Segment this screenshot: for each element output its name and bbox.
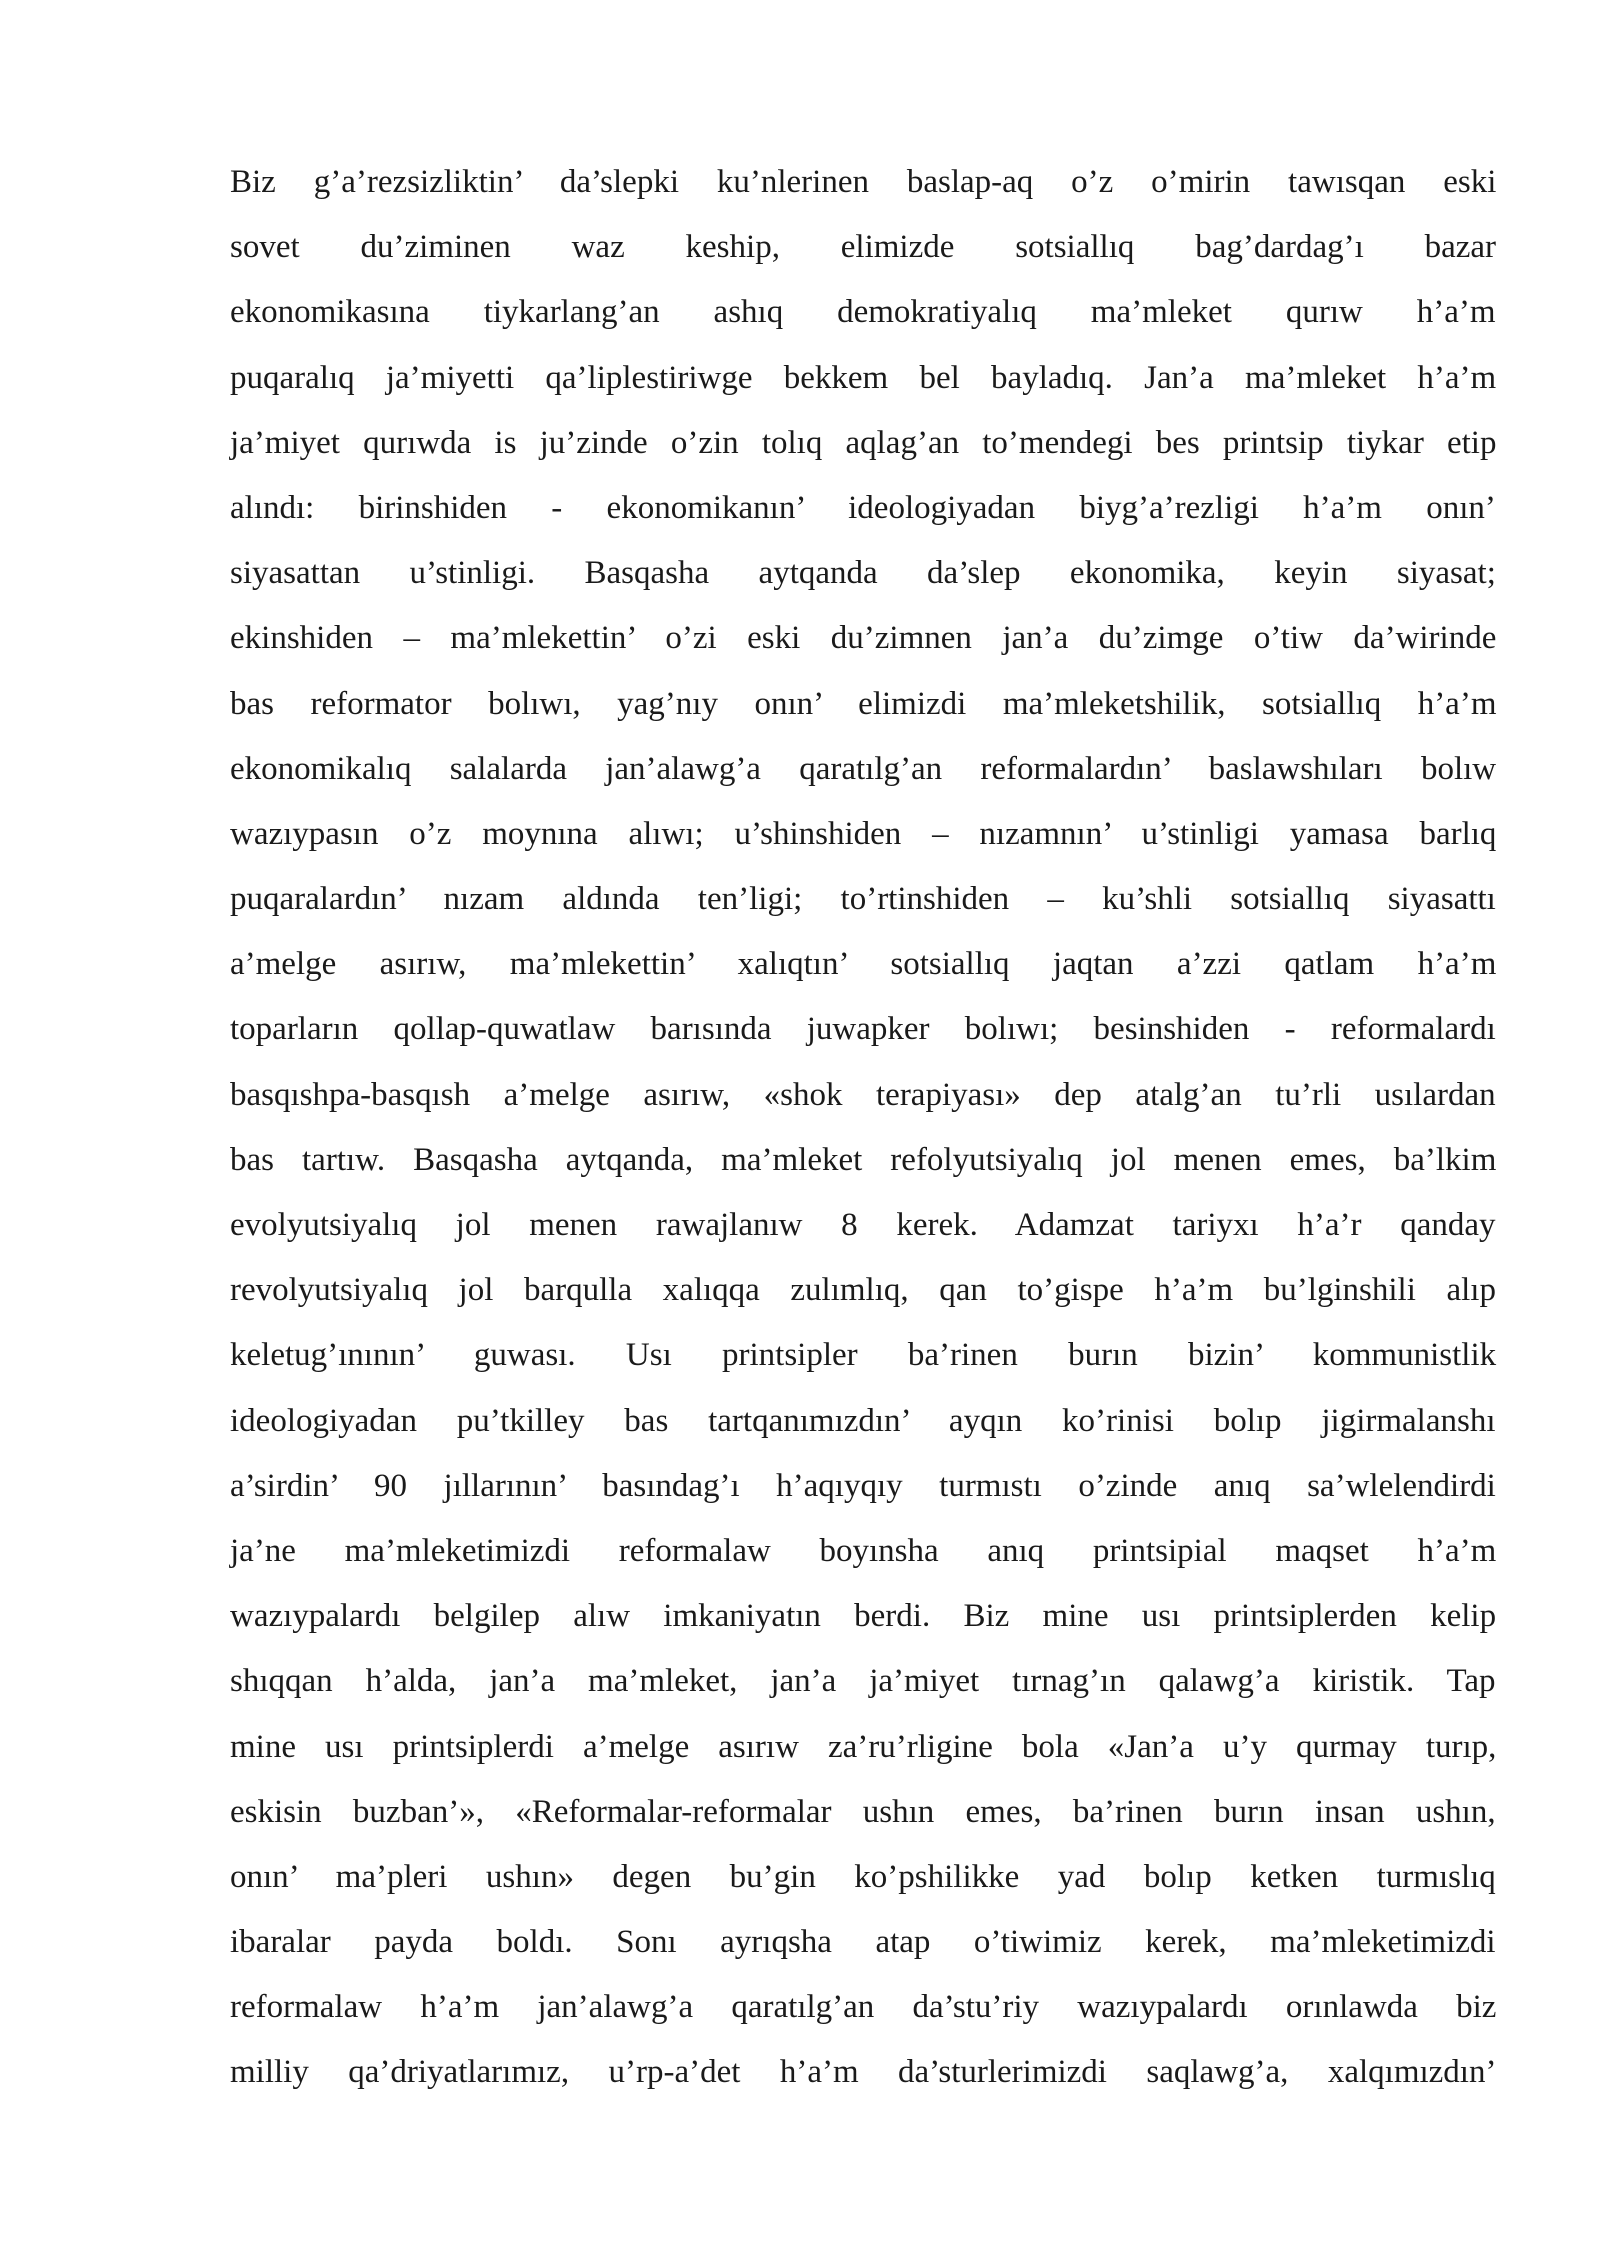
text-line: reformalaw h’a’m jan’alawg’a qaratılg’an da’stu’riy wazıypalardı orınlawda biz bbox=[230, 1989, 1497, 2026]
text-line: sovet du’ziminen waz keship, elimizde sotsiallıq bag’dardag’ı bazar bbox=[230, 229, 1497, 266]
text-line: ekinshiden – ma’mlekettin’ o’zi eski du’zimnen jan’a du’zimge o’tiw da’wirinde bbox=[230, 620, 1497, 657]
text-line: bas reformator bolıwı, yag’nıy onın’ elimizdi ma’mleketshilik, sotsiallıq h’a’m bbox=[230, 685, 1497, 722]
text-line: puqaralardın’ nızam aldında ten’ligi; to’rtinshiden – ku’shli sotsiallıq siyasattı bbox=[230, 881, 1496, 918]
text-line: alındı: birinshiden - ekonomikanın’ ideologiyadan biyg’a’rezligi h’a’m onın’ bbox=[230, 489, 1496, 526]
text-line: Biz g’a’rezsizliktin’ da’slepki ku’nlerinen baslap-aq o’z o’mirin tawısqan eski bbox=[230, 164, 1497, 200]
text-line: wazıypasın o’z moynına alıwı; u’shinshiden – nızamnın’ u’stinligi yamasa barlıq bbox=[230, 815, 1497, 852]
text-line: siyasattan u’stinligi. Basqasha aytqanda da’slep ekonomika, keyin siyasat; bbox=[230, 555, 1496, 592]
text-line: shıqqan h’alda, jan’a ma’mleket, jan’a ja’miyet tırnag’ın qalawg’a kiristik. Tap bbox=[230, 1663, 1496, 1700]
text-line: revolyutsiyalıq jol barqulla xalıqqa zulımlıq, qan to’gispe h’a’m bu’lginshili alıp bbox=[230, 1272, 1496, 1309]
text-line: mine usı printsiplerdi a’melge asırıw za’ru’rligine bola «Jan’a u’y qurmay turıp, bbox=[230, 1728, 1497, 1765]
text-line: ekonomikalıq salalarda jan’alawg’a qaratılg’an reformalardın’ baslawshıları bolıw bbox=[230, 750, 1497, 787]
body-paragraph bbox=[230, 150, 1496, 2106]
text-line: puqaralıq ja’miyetti qa’liplestiriwge bekkem bel bayladıq. Jan’a ma’mleket h’a’m bbox=[230, 359, 1497, 396]
text-line: a’melge asırıw, ma’mlekettin’ xalıqtın’ sotsiallıq jaqtan a’zzi qatlam h’a’m bbox=[230, 946, 1497, 983]
text-line: a’sirdin’ 90 jıllarının’ basındag’ı h’aqıyqıy turmıstı o’zinde anıq sa’wlelendirdi bbox=[230, 1467, 1496, 1504]
text-line: toparların qollap-quwatlaw barısında juwapker bolıwı; besinshiden - reformalardı bbox=[230, 1011, 1496, 1048]
text-line: onın’ ma’pleri ushın» degen bu’gin ko’pshilikke yad bolıp ketken turmıslıq bbox=[230, 1858, 1496, 1895]
text-line: eskisin buzban’», «Reformalar-reformalar ushın emes, ba’rinen burın insan ushın, bbox=[230, 1793, 1496, 1830]
text-line: wazıypalardı belgilep alıw imkaniyatın berdi. Biz mine usı printsiplerden kelip bbox=[230, 1598, 1497, 1635]
text-line: ekonomikasına tiykarlang’an ashıq demokratiyalıq ma’mleket qurıw h’a’m bbox=[230, 294, 1496, 331]
text-line: ja’ne ma’mleketimizdi reformalaw boyınsha anıq printsipial maqset h’a’m bbox=[230, 1532, 1497, 1569]
text-line: ja’miyet qurıwda is ju’zinde o’zin tolıq aqlag’an to’mendegi bes printsip tiykar etip bbox=[230, 424, 1497, 461]
text-line: bas tartıw. Basqasha aytqanda, ma’mleket refolyutsiyalıq jol menen emes, ba’lkim bbox=[230, 1141, 1497, 1178]
text-line: evolyutsiyalıq jol menen rawajlanıw 8 kerek. Adamzat tariyxı h’a’r qanday bbox=[230, 1207, 1496, 1243]
text-line: keletug’ınının’ guwası. Usı printsipler ba’rinen burın bizin’ kommunistlik bbox=[230, 1337, 1497, 1374]
text-line: ibaralar payda boldı. Sonı ayrıqsha atap o’tiwimiz kerek, ma’mleketimizdi bbox=[230, 1924, 1496, 1961]
text-line: ideologiyadan pu’tkilley bas tartqanımızdın’ ayqın ko’rinisi bolıp jigirmalanshı bbox=[230, 1402, 1496, 1439]
text-line: basqıshpa-basqısh a’melge asırıw, «shok terapiyası» dep atalg’an tu’rli usılardan bbox=[230, 1076, 1496, 1113]
text-line: milliy qa’driyatlarımız, u’rp-a’det h’a’m da’sturlerimizdi saqlawg’a, xalqımızdın’ bbox=[230, 2054, 1497, 2091]
